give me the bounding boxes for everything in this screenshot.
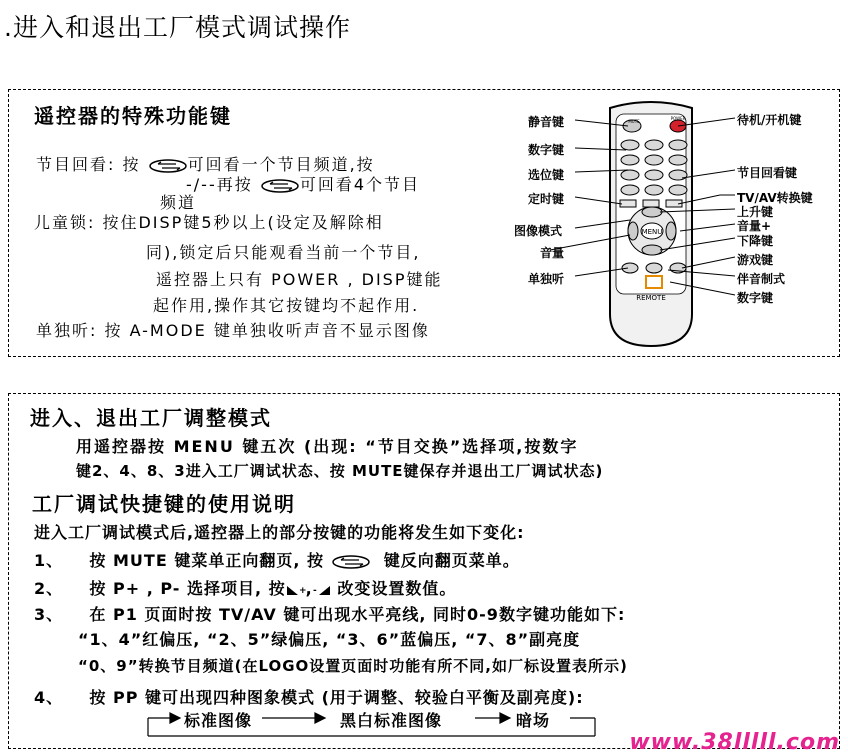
remote-label-volume: 音量 xyxy=(540,246,565,260)
item-3: 3、 在 P1 页面时按 TV/AV 键可出现水平亮线, 同时0-9数字键功能如下: xyxy=(34,605,626,624)
cycle-bw-standard: 黑白标准图像 xyxy=(340,711,443,730)
volume-down-icon xyxy=(313,584,331,596)
remote-keys-heading: 遥控器的特殊功能键 xyxy=(34,104,232,128)
shortcut-heading: 工厂调试快捷键的使用说明 xyxy=(32,492,296,516)
recall-button-icon xyxy=(260,179,300,193)
enter-exit-heading: 进入、退出工厂调整模式 xyxy=(30,406,272,430)
remote-brand-label: REMOTE xyxy=(636,294,666,302)
item-1: 1、 按 MUTE 键菜单正向翻页, 按 键反向翻页菜单。 xyxy=(34,551,520,570)
recall-button-icon xyxy=(331,555,371,569)
page-title: .进入和退出工厂模式调试操作 xyxy=(4,13,351,42)
cycle-dark-field: 暗场 xyxy=(516,711,551,730)
remote-label-power: 待机/开机键 xyxy=(737,113,802,127)
remote-label-volume-up: 音量+ xyxy=(737,219,772,233)
enter-exit-text-2: 键2、4、8、3进入工厂调试状态、按 MUTE键保存并退出工厂调试状态) xyxy=(76,462,604,480)
remote-label-number: 数字键 xyxy=(528,143,565,157)
power-button-label: POWER xyxy=(670,116,686,121)
text-line: 同),锁定后只能观看当前一个节目, xyxy=(146,243,421,262)
remote-label-sound-system: 伴音制式 xyxy=(737,272,786,286)
remote-label-audio-only: 单独听 xyxy=(528,272,565,286)
remote-label-down: 下降键 xyxy=(737,234,774,248)
item-4: 4、 按 PP 键可出现四种图象模式 (用于调整、较验白平衡及副亮度): xyxy=(34,688,584,707)
remote-label-timer: 定时键 xyxy=(528,192,565,206)
svg-text:-: - xyxy=(312,585,318,596)
remote-label-mute: 静音键 xyxy=(528,115,565,129)
cycle-standard: 标准图像 xyxy=(184,711,253,730)
text-line: 单独听: 按 A-MODE 键单独收听声音不显示图像 xyxy=(36,321,430,340)
remote-label-up: 上升键 xyxy=(737,205,774,219)
recall-button-icon xyxy=(148,159,188,173)
remote-label-game: 游戏键 xyxy=(737,253,774,267)
remote-label-recall: 节目回看键 xyxy=(737,166,798,180)
svg-text:+: + xyxy=(298,585,308,596)
mute-button-label: MUTE xyxy=(628,119,640,124)
watermark: www.38lllll.com xyxy=(629,730,840,755)
enter-exit-text-1: 用遥控器按 MENU 键五次 (出现: “节目交换”选择项,按数字 xyxy=(76,437,579,456)
menu-button-label: MENU xyxy=(641,228,663,236)
remote-label-tvav: TV/AV转换键 xyxy=(737,191,813,205)
item-3-line-3: “0、9”转换节目频道(在LOGO设置页面时功能有所不同,如厂标设置表所示) xyxy=(78,657,628,675)
remote-label-select: 选位键 xyxy=(528,168,565,182)
text-line: 频道 xyxy=(160,193,197,212)
remote-label-number-right: 数字键 xyxy=(737,291,774,305)
item-2: 2、 按 P+ , P- 选择项目, 按 + , - 改变设置数值。 xyxy=(34,579,457,598)
text-line: -/--再按 可回看4个节目 xyxy=(186,175,420,194)
item-3-line-2: “1、4”红偏压, “2、5”绿偏压, “3、6”蓝偏压, “7、8”副亮度 xyxy=(78,630,581,649)
text-line: 儿童锁: 按住DISP键5秒以上(设定及解除相 xyxy=(34,213,384,232)
remote-label-picture-mode: 图像模式 xyxy=(514,224,563,238)
shortcut-intro: 进入工厂调试模式后,遥控器上的部分按键的功能将发生如下变化: xyxy=(34,523,525,542)
text-line: 节目回看: 按 可回看一个节目频道,按 xyxy=(36,155,375,174)
text-line: 起作用,操作其它按键均不起作用. xyxy=(153,296,420,315)
text-line: 遥控器上只有 POWER , DISP键能 xyxy=(156,270,443,289)
volume-up-icon xyxy=(286,584,306,596)
remote-leader-lines xyxy=(570,100,740,310)
